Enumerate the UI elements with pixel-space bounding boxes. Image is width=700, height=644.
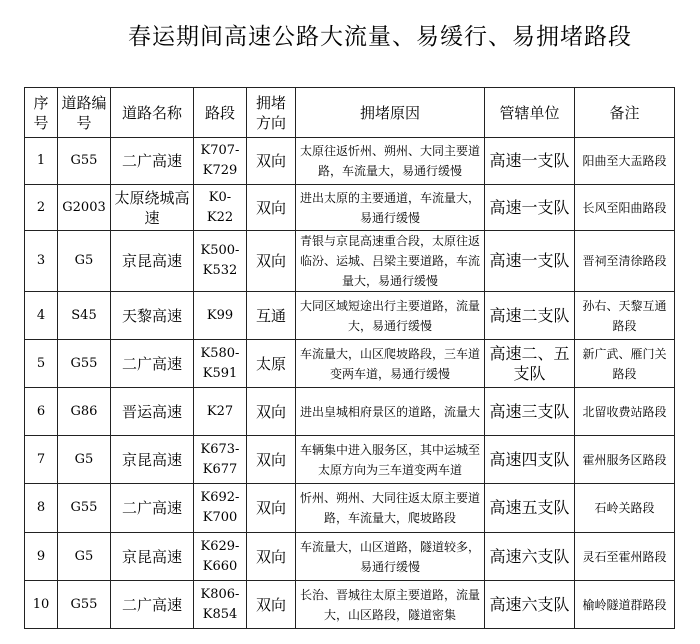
cell-section: K27: [194, 388, 247, 436]
cell-no: 8: [25, 484, 58, 533]
table-header-row: [25, 88, 675, 138]
cell-section: K629-K660: [194, 533, 247, 581]
cell-unit: 高速一支队: [485, 185, 575, 231]
header-cell: 拥堵原因: [296, 88, 485, 138]
table-row: [25, 138, 675, 185]
congestion-table: [24, 87, 675, 629]
cell-unit: 高速二支队: [485, 292, 575, 340]
cell-no: 3: [25, 231, 58, 292]
cell-section: K673-K677: [194, 436, 247, 484]
header-cell: 拥堵方向: [247, 88, 296, 138]
cell-reason: 进出皇城相府景区的道路，流量大: [296, 388, 485, 436]
cell-no: 1: [25, 138, 58, 185]
cell-reason: 进出太原的主要通道，车流量大，易通行缓慢: [296, 185, 485, 231]
page-title: 春运期间高速公路大流量、易缓行、易拥堵路段: [128, 24, 632, 50]
cell-direction: 太原: [247, 340, 296, 388]
cell-name: 二广高速: [111, 138, 194, 185]
cell-reason: 长治、晋城往太原主要道路，流量大，山区路段，隧道密集: [296, 581, 485, 629]
cell-name: 二广高速: [111, 581, 194, 629]
cell-name: 京昆高速: [111, 533, 194, 581]
cell-section: K500-K532: [194, 231, 247, 292]
cell-no: 7: [25, 436, 58, 484]
cell-direction: 双向: [247, 388, 296, 436]
cell-no: 10: [25, 581, 58, 629]
table-row: [25, 340, 675, 388]
cell-section: K692-K700: [194, 484, 247, 533]
cell-section: K806-K854: [194, 581, 247, 629]
cell-name: 二广高速: [111, 484, 194, 533]
cell-direction: 双向: [247, 581, 296, 629]
cell-no: 9: [25, 533, 58, 581]
cell-no: 4: [25, 292, 58, 340]
cell-name: 京昆高速: [111, 436, 194, 484]
cell-note: 霍州服务区路段: [575, 436, 675, 484]
table-row: [25, 533, 675, 581]
cell-note: 晋祠至清徐路段: [575, 231, 675, 292]
header-cell: 道路编号: [58, 88, 111, 138]
cell-name: 京昆高速: [111, 231, 194, 292]
cell-direction: 双向: [247, 484, 296, 533]
header-cell: 路段: [194, 88, 247, 138]
cell-unit: 高速四支队: [485, 436, 575, 484]
table-row: [25, 388, 675, 436]
table-row: [25, 185, 675, 231]
cell-code: G86: [58, 388, 111, 436]
cell-note: 新广武、雁门关路段: [575, 340, 675, 388]
cell-unit: 高速二、五支队: [485, 340, 575, 388]
cell-note: 长风至阳曲路段: [575, 185, 675, 231]
cell-section: K580-K591: [194, 340, 247, 388]
cell-code: G55: [58, 581, 111, 629]
cell-note: 孙右、天黎互通路段: [575, 292, 675, 340]
cell-reason: 太原往返忻州、朔州、大同主要道路，车流量大，易通行缓慢: [296, 138, 485, 185]
cell-reason: 忻州、朔州、大同往返太原主要道路，车流量大，爬坡路段: [296, 484, 485, 533]
cell-section: K707-K729: [194, 138, 247, 185]
cell-note: 灵石至霍州路段: [575, 533, 675, 581]
header-cell: 序号: [25, 88, 58, 138]
header-cell: 管辖单位: [485, 88, 575, 138]
cell-code: G55: [58, 484, 111, 533]
cell-reason: 车辆集中进入服务区，其中运城至太原方向为三车道变两车道: [296, 436, 485, 484]
table-row: [25, 484, 675, 533]
cell-name: 二广高速: [111, 340, 194, 388]
cell-code: G5: [58, 231, 111, 292]
table-row: [25, 292, 675, 340]
cell-name: 太原绕城高速: [111, 185, 194, 231]
cell-section: K0-K22: [194, 185, 247, 231]
cell-no: 2: [25, 185, 58, 231]
header-cell: 备注: [575, 88, 675, 138]
cell-unit: 高速一支队: [485, 138, 575, 185]
header-cell: 道路名称: [111, 88, 194, 138]
cell-code: G5: [58, 436, 111, 484]
cell-code: G2003: [58, 185, 111, 231]
cell-unit: 高速三支队: [485, 388, 575, 436]
cell-code: G5: [58, 533, 111, 581]
cell-note: 北留收费站路段: [575, 388, 675, 436]
table-row: [25, 436, 675, 484]
cell-direction: 双向: [247, 138, 296, 185]
cell-direction: 双向: [247, 231, 296, 292]
cell-no: 6: [25, 388, 58, 436]
cell-unit: 高速一支队: [485, 231, 575, 292]
cell-direction: 双向: [247, 533, 296, 581]
cell-name: 天黎高速: [111, 292, 194, 340]
cell-direction: 双向: [247, 436, 296, 484]
cell-direction: 互通: [247, 292, 296, 340]
cell-note: 阳曲至大盂路段: [575, 138, 675, 185]
cell-unit: 高速六支队: [485, 533, 575, 581]
table-row: [25, 581, 675, 629]
cell-note: 榆岭隧道群路段: [575, 581, 675, 629]
cell-unit: 高速五支队: [485, 484, 575, 533]
cell-reason: 车流量大，山区道路，隧道较多，易通行缓慢: [296, 533, 485, 581]
cell-note: 石岭关路段: [575, 484, 675, 533]
table-row: [25, 231, 675, 292]
cell-name: 晋运高速: [111, 388, 194, 436]
cell-no: 5: [25, 340, 58, 388]
cell-code: G55: [58, 138, 111, 185]
cell-direction: 双向: [247, 185, 296, 231]
cell-code: G55: [58, 340, 111, 388]
cell-reason: 车流量大，山区爬坡路段，三车道变两车道，易通行缓慢: [296, 340, 485, 388]
cell-reason: 青银与京昆高速重合段，太原往返临汾、运城、吕梁主要道路，车流量大，易通行缓慢: [296, 231, 485, 292]
cell-unit: 高速六支队: [485, 581, 575, 629]
cell-reason: 大同区域短途出行主要道路，流量大，易通行缓慢: [296, 292, 485, 340]
cell-section: K99: [194, 292, 247, 340]
cell-code: S45: [58, 292, 111, 340]
